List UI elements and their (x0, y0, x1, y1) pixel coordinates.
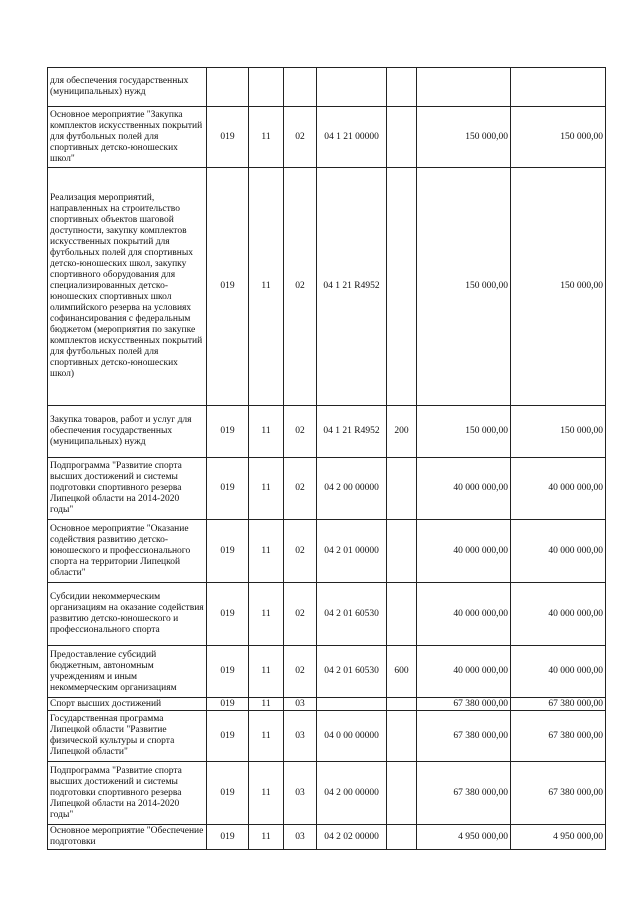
row-csr: 04 1 21 R4952 (317, 168, 387, 406)
row-sum2: 150 000,00 (511, 168, 606, 406)
row-csr: 04 2 01 00000 (317, 520, 387, 583)
table-row (48, 711, 606, 762)
row-pr: 03 (284, 825, 317, 850)
row-rz: 11 (249, 762, 284, 825)
row-rz: 11 (249, 711, 284, 762)
row-sum1: 150 000,00 (417, 168, 511, 406)
row-gr: 019 (207, 520, 249, 583)
row-vr (387, 168, 417, 406)
row-name: для обеспечения государственных (муниципальных) нужд (48, 68, 207, 107)
row-sum2 (511, 68, 606, 107)
row-sum1 (417, 68, 511, 107)
row-csr: 04 2 00 00000 (317, 458, 387, 520)
row-sum2: 150 000,00 (511, 107, 606, 168)
row-csr: 04 1 21 00000 (317, 107, 387, 168)
row-pr: 02 (284, 583, 317, 646)
row-sum2: 40 000 000,00 (511, 646, 606, 698)
row-rz: 11 (249, 583, 284, 646)
row-vr (387, 762, 417, 825)
row-sum1: 40 000 000,00 (417, 458, 511, 520)
table-row (48, 583, 606, 646)
row-name: Субсидии некоммерческим организациям на оказание содействия развитию детско-юношеского и профессионального спорта (48, 583, 207, 646)
row-csr: 04 2 02 00000 (317, 825, 387, 850)
row-name: Основное мероприятие "Закупка комплектов искусственных покрытий для футбольных полей для спортивных детско-юношеских школ" (48, 107, 207, 168)
row-name: Государственная программа Липецкой области "Развитие физической культуры и спорта Липецкой области" (48, 711, 207, 762)
table-row (48, 520, 606, 583)
row-pr: 02 (284, 168, 317, 406)
budget-table (47, 67, 606, 850)
row-vr: 200 (387, 406, 417, 458)
row-pr: 02 (284, 458, 317, 520)
row-rz: 11 (249, 825, 284, 850)
row-pr: 03 (284, 762, 317, 825)
row-vr (387, 520, 417, 583)
row-sum2: 150 000,00 (511, 406, 606, 458)
row-name: Закупка товаров, работ и услуг для обеспечения государственных (муниципальных) нужд (48, 406, 207, 458)
table-row (48, 762, 606, 825)
row-csr (317, 698, 387, 711)
row-vr (387, 68, 417, 107)
row-name: Предоставление субсидий бюджетным, автономным учреждениям и иным некоммерческим организациям (48, 646, 207, 698)
row-sum2: 40 000 000,00 (511, 520, 606, 583)
row-sum2: 40 000 000,00 (511, 458, 606, 520)
row-name: Подпрограмма "Развитие спорта высших достижений и системы подготовки спортивного резерва Липецкой области на 2014-2020 годы" (48, 458, 207, 520)
table-row (48, 68, 606, 107)
row-sum1: 40 000 000,00 (417, 646, 511, 698)
row-rz: 11 (249, 698, 284, 711)
table-row (48, 406, 606, 458)
row-pr: 02 (284, 107, 317, 168)
row-gr: 019 (207, 698, 249, 711)
row-gr: 019 (207, 762, 249, 825)
row-sum1: 67 380 000,00 (417, 711, 511, 762)
row-name: Реализация мероприятий, направленных на строительство спортивных объектов шаговой доступности, закупку комплектов искусственных покрытий для футбольных полей для спортивных детско-юношеских школ, закупку спортивного оборудования для специализированных детско-юношеских спортивных школ олимпийского резерва на условиях софинансирования с федеральным бюджетом (мероприятия по закупке комплектов искусственных покрытий для футбольных полей для спортивных детско-юношеских школ) (48, 168, 207, 406)
row-gr: 019 (207, 825, 249, 850)
table-row (48, 698, 606, 711)
table-row (48, 825, 606, 850)
row-gr: 019 (207, 583, 249, 646)
row-csr: 04 2 01 60530 (317, 583, 387, 646)
row-gr: 019 (207, 458, 249, 520)
row-csr: 04 2 01 60530 (317, 646, 387, 698)
row-csr (317, 68, 387, 107)
row-vr (387, 711, 417, 762)
row-pr: 02 (284, 406, 317, 458)
row-sum1: 150 000,00 (417, 406, 511, 458)
row-vr (387, 698, 417, 711)
row-gr (207, 68, 249, 107)
row-vr (387, 825, 417, 850)
row-csr: 04 2 00 00000 (317, 762, 387, 825)
row-sum1: 4 950 000,00 (417, 825, 511, 850)
row-name: Подпрограмма "Развитие спорта высших достижений и системы подготовки спортивного резерва Липецкой области на 2014-2020 годы" (48, 762, 207, 825)
row-name: Основное мероприятие "Оказание содействия развитию детско-юношеского и профессионального спорта на территории Липецкой области" (48, 520, 207, 583)
row-sum2: 4 950 000,00 (511, 825, 606, 850)
row-rz (249, 68, 284, 107)
row-sum2: 40 000 000,00 (511, 583, 606, 646)
row-rz: 11 (249, 107, 284, 168)
row-vr (387, 107, 417, 168)
row-rz: 11 (249, 458, 284, 520)
row-rz: 11 (249, 520, 284, 583)
row-sum1: 40 000 000,00 (417, 583, 511, 646)
row-gr: 019 (207, 107, 249, 168)
row-sum1: 67 380 000,00 (417, 762, 511, 825)
row-rz: 11 (249, 406, 284, 458)
table-row (48, 646, 606, 698)
row-sum2: 67 380 000,00 (511, 762, 606, 825)
row-gr: 019 (207, 406, 249, 458)
row-gr: 019 (207, 646, 249, 698)
row-pr (284, 68, 317, 107)
row-name: Основное мероприятие "Обеспечение подготовки (48, 825, 207, 850)
row-pr: 02 (284, 646, 317, 698)
row-csr: 04 0 00 00000 (317, 711, 387, 762)
row-vr (387, 458, 417, 520)
row-gr: 019 (207, 711, 249, 762)
row-pr: 03 (284, 698, 317, 711)
table-row (48, 107, 606, 168)
row-sum1: 67 380 000,00 (417, 698, 511, 711)
row-pr: 02 (284, 520, 317, 583)
row-sum1: 40 000 000,00 (417, 520, 511, 583)
row-sum2: 67 380 000,00 (511, 698, 606, 711)
row-gr: 019 (207, 168, 249, 406)
table-row (48, 168, 606, 406)
row-sum2: 67 380 000,00 (511, 711, 606, 762)
row-rz: 11 (249, 646, 284, 698)
row-vr (387, 583, 417, 646)
row-rz: 11 (249, 168, 284, 406)
row-csr: 04 1 21 R4952 (317, 406, 387, 458)
table-row (48, 458, 606, 520)
row-sum1: 150 000,00 (417, 107, 511, 168)
row-vr: 600 (387, 646, 417, 698)
row-pr: 03 (284, 711, 317, 762)
row-name: Спорт высших достижений (48, 698, 207, 711)
